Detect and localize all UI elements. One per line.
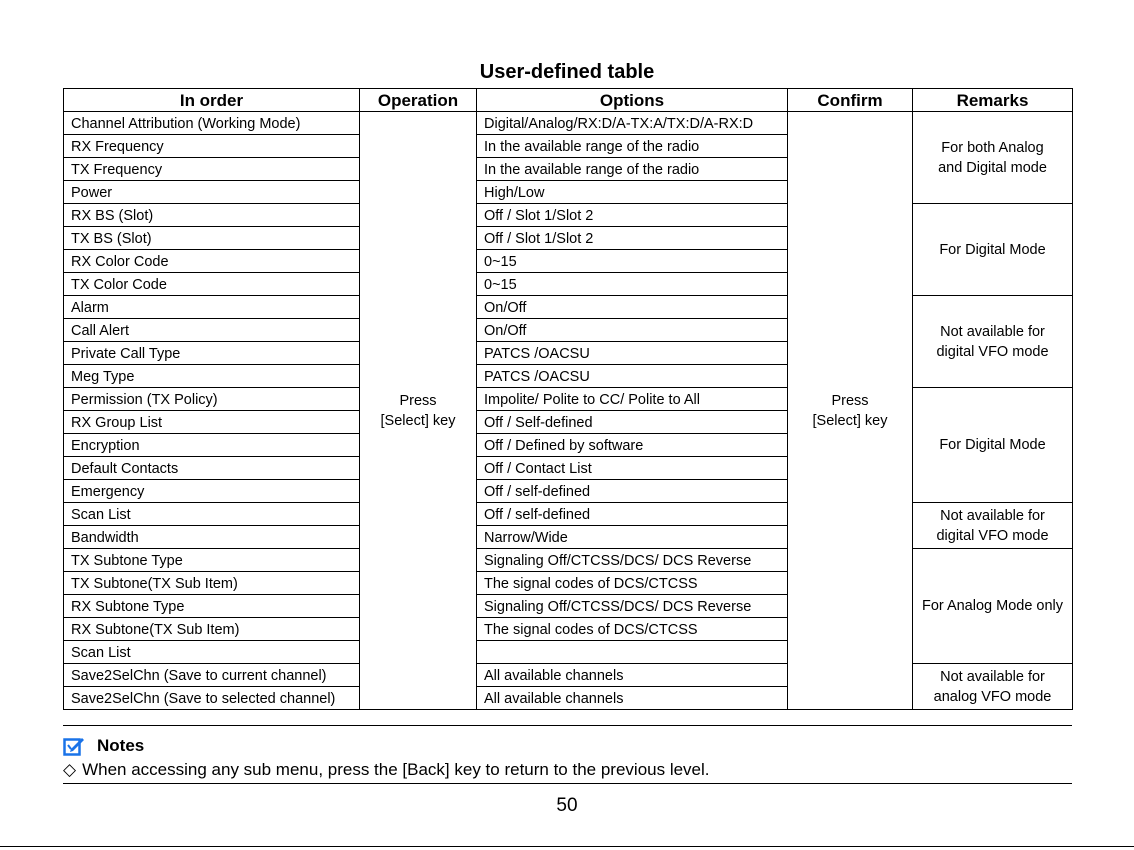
option-cell: Off / Defined by software	[477, 434, 788, 457]
remark-line-1: For Digital Mode	[939, 437, 1046, 453]
remark-line-2: digital VFO mode	[936, 343, 1049, 360]
remark-line-1: Not available for	[940, 323, 1045, 340]
option-cell: Signaling Off/CTCSS/DCS/ DCS Reverse	[477, 549, 788, 572]
order-item-cell: Save2SelChn (Save to selected channel)	[64, 687, 360, 710]
option-cell: Off / self-defined	[477, 503, 788, 526]
order-item-cell: RX BS (Slot)	[64, 204, 360, 227]
option-cell: In the available range of the radio	[477, 135, 788, 158]
option-cell: On/Off	[477, 296, 788, 319]
remark-line-2: analog VFO mode	[933, 688, 1052, 705]
order-item-cell: Private Call Type	[64, 342, 360, 365]
notes-title: Notes	[97, 736, 145, 755]
diamond-bullet-icon: ◇	[63, 760, 77, 779]
order-item-cell: Save2SelChn (Save to current channel)	[64, 664, 360, 687]
header-options: Options	[477, 89, 788, 112]
order-item-cell: TX Color Code	[64, 273, 360, 296]
table-row	[64, 112, 1073, 135]
option-cell: Signaling Off/CTCSS/DCS/ DCS Reverse	[477, 595, 788, 618]
option-cell: PATCS /OACSU	[477, 365, 788, 388]
notes-header	[63, 725, 1072, 758]
order-item-cell: RX Subtone(TX Sub Item)	[64, 618, 360, 641]
operation-line-2: [Select] key	[380, 412, 456, 429]
option-cell: Off / Contact List	[477, 457, 788, 480]
note-text: When accessing any sub menu, press the [Back] key to return to the previous level.	[82, 760, 710, 779]
order-item-cell: Default Contacts	[64, 457, 360, 480]
option-cell: All available channels	[477, 664, 788, 687]
option-cell: In the available range of the radio	[477, 158, 788, 181]
order-item-cell: Alarm	[64, 296, 360, 319]
note-item	[63, 759, 1072, 784]
user-defined-table	[63, 88, 1073, 710]
table-title: User-defined table	[479, 61, 655, 83]
operation-line-1: Press	[399, 392, 437, 409]
option-cell: The signal codes of DCS/CTCSS	[477, 618, 788, 641]
order-item-cell: Scan List	[64, 641, 360, 664]
header-in-order: In order	[64, 89, 360, 112]
option-cell: The signal codes of DCS/CTCSS	[477, 572, 788, 595]
order-item-cell: RX Subtone Type	[64, 595, 360, 618]
option-cell: All available channels	[477, 687, 788, 710]
page-number: 50	[556, 795, 578, 816]
remark-cell	[913, 388, 1073, 503]
table-row	[64, 664, 1073, 687]
option-cell: 0~15	[477, 273, 788, 296]
remark-line-2: and Digital mode	[938, 159, 1047, 176]
remark-cell	[913, 664, 1073, 710]
confirm-line-1: Press	[831, 392, 869, 409]
table-row	[64, 549, 1073, 572]
option-cell: Off / Slot 1/Slot 2	[477, 204, 788, 227]
order-item-cell: TX BS (Slot)	[64, 227, 360, 250]
option-cell: On/Off	[477, 319, 788, 342]
remark-line-1: For Analog Mode only	[921, 598, 1064, 614]
operation-cell	[360, 112, 477, 710]
header-operation: Operation	[360, 89, 477, 112]
order-item-cell: TX Frequency	[64, 158, 360, 181]
order-item-cell: TX Subtone(TX Sub Item)	[64, 572, 360, 595]
order-item-cell: RX Color Code	[64, 250, 360, 273]
option-cell: Off / self-defined	[477, 480, 788, 503]
option-cell: Off / Slot 1/Slot 2	[477, 227, 788, 250]
remark-cell	[913, 503, 1073, 549]
order-item-cell: Permission (TX Policy)	[64, 388, 360, 411]
order-item-cell: Call Alert	[64, 319, 360, 342]
confirm-cell	[788, 112, 913, 710]
remark-cell	[913, 112, 1073, 204]
table-row	[64, 204, 1073, 227]
remark-line-1: Not available for	[940, 668, 1045, 685]
order-item-cell: Scan List	[64, 503, 360, 526]
order-item-cell: Meg Type	[64, 365, 360, 388]
header-remarks: Remarks	[913, 89, 1073, 112]
header-confirm: Confirm	[788, 89, 913, 112]
option-cell: Off / Self-defined	[477, 411, 788, 434]
table-header-row	[64, 89, 1073, 112]
option-cell: Narrow/Wide	[477, 526, 788, 549]
footer-divider	[0, 846, 1134, 847]
option-cell: 0~15	[477, 250, 788, 273]
order-item-cell: Emergency	[64, 480, 360, 503]
order-item-cell: Power	[64, 181, 360, 204]
remark-line-1: For both Analog	[941, 139, 1044, 156]
remark-line-2: digital VFO mode	[936, 527, 1049, 544]
option-cell: Digital/Analog/RX:D/A-TX:A/TX:D/A-RX:D	[477, 112, 788, 135]
edit-note-icon	[63, 735, 85, 757]
remark-cell	[913, 549, 1073, 664]
remark-line-1: For Digital Mode	[939, 241, 1046, 258]
option-cell	[477, 641, 788, 664]
order-item-cell: RX Group List	[64, 411, 360, 434]
remark-line-1: Not available for	[940, 507, 1045, 524]
order-item-cell: Channel Attribution (Working Mode)	[64, 112, 360, 135]
table-row	[64, 503, 1073, 526]
order-item-cell: TX Subtone Type	[64, 549, 360, 572]
order-item-cell: RX Frequency	[64, 135, 360, 158]
remark-cell	[913, 204, 1073, 296]
order-item-cell: Bandwidth	[64, 526, 360, 549]
remark-cell	[913, 296, 1073, 388]
table-row	[64, 388, 1073, 411]
option-cell: High/Low	[477, 181, 788, 204]
table-row	[64, 296, 1073, 319]
order-item-cell: Encryption	[64, 434, 360, 457]
confirm-line-2: [Select] key	[812, 412, 888, 429]
option-cell: Impolite/ Polite to CC/ Polite to All	[477, 388, 788, 411]
option-cell: PATCS /OACSU	[477, 342, 788, 365]
